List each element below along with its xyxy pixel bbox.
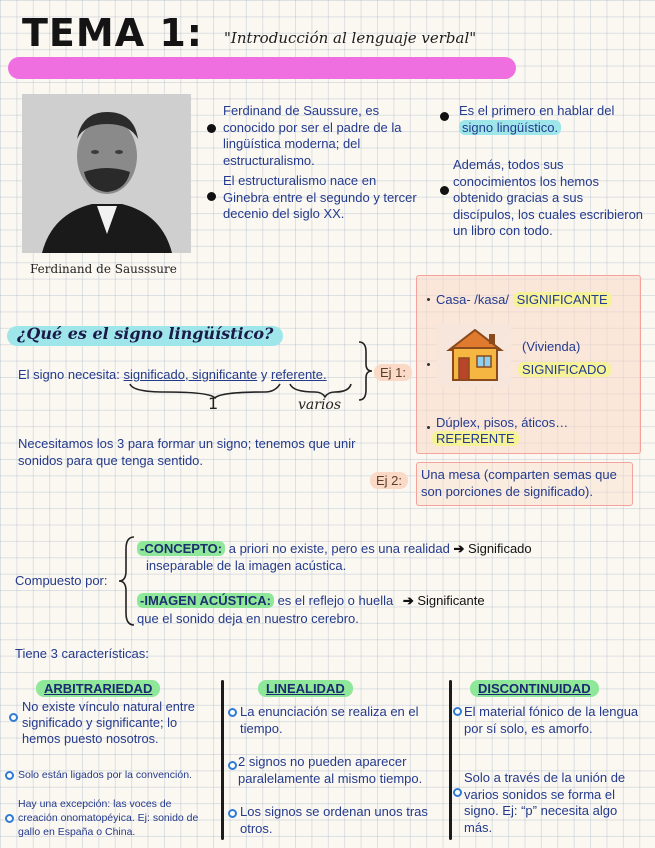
intro-text-3-main: Es el primero en hablar del — [459, 103, 615, 118]
intro-text-2: El estructuralismo nace en Ginebra entre el segundo y tercer decenio del siglo XX. — [223, 173, 417, 221]
page-subtitle: "Introducción al lenguaje verbal" — [224, 29, 477, 47]
need-three-text: Necesitamos los 3 para formar un signo; tenemos que unir sonidos para que tenga sentido. — [18, 436, 356, 468]
arb-item-2: Solo están ligados por la convención. — [18, 769, 192, 781]
circle-bullet-icon — [228, 809, 237, 818]
small-dot-icon — [427, 363, 430, 366]
referente-tag-text: REFERENTE — [432, 431, 519, 446]
lin-item-1: La enunciación se realiza en el tiempo. — [240, 704, 419, 736]
signo-highlight: signo lingüístico. — [459, 120, 561, 135]
title-arbitrariedad: ARBITRARIEDAD — [36, 680, 160, 697]
intro-text-1: Ferdinand de Saussure, es conocido por ser el padre de la lingüística moderna; del estructuralismo. — [223, 103, 402, 168]
significado-tag — [518, 362, 611, 379]
concepto-result: Significado — [468, 541, 532, 556]
needs-prefix: El signo necesita: — [18, 367, 120, 382]
bullet-icon — [207, 192, 216, 201]
note-varios: varios — [298, 397, 342, 413]
circle-bullet-icon — [9, 713, 18, 722]
example2-text: Una mesa (comparten semas que son porciones de significado). — [421, 467, 617, 499]
imagen-tag: -IMAGEN ACÚSTICA: — [137, 593, 274, 608]
house-icon — [435, 320, 515, 390]
ej2-label: Ej 2: — [370, 472, 408, 489]
concepto-text1: a priori no existe, pero es una realidad — [228, 541, 450, 556]
arb-item-3: Hay una excepción: las voces de creación onomatopéyica. Ej: sonido de gallo en España o China. — [18, 798, 199, 838]
arb-item-1: No existe vínculo natural entre significado y significante; lo hemos puesto nosotros. — [22, 699, 195, 746]
circle-bullet-icon — [453, 788, 462, 797]
column-divider — [449, 680, 452, 840]
note-one: 1 — [208, 394, 219, 413]
title-linealidad: LINEALIDAD — [258, 680, 353, 697]
small-dot-icon — [427, 298, 430, 301]
left-brace-icon — [116, 535, 138, 627]
bullet-icon — [440, 112, 449, 121]
significado-tag-text: SIGNIFICADO — [518, 362, 611, 377]
imagen-text1: es el reflejo o huella — [277, 593, 394, 608]
circle-bullet-icon — [5, 771, 14, 780]
small-dot-icon — [427, 426, 430, 429]
needs-items: significado, significante — [123, 367, 258, 382]
concepto-line1 — [137, 541, 532, 558]
bullet-icon — [440, 186, 449, 195]
composed-prefix: Compuesto por: — [15, 573, 108, 588]
arrow-right-icon: ➔ — [402, 593, 414, 608]
intro-text-3 — [459, 103, 649, 136]
significante-tag: SIGNIFICANTE — [513, 292, 612, 307]
circle-bullet-icon — [5, 814, 14, 823]
intro-text-4: Además, todos sus conocimientos los hemos obtenido gracias a sus discípulos, los cuales escribieron un libro con todo. — [453, 157, 644, 238]
referente-tag — [432, 431, 519, 448]
page-title: TEMA 1: — [22, 11, 203, 55]
ex1-line3: Dúplex, pisos, áticos… — [436, 415, 569, 430]
portrait-caption: Ferdinand de Sausssure — [30, 262, 177, 276]
concepto-tag: -CONCEPTO: — [137, 541, 225, 556]
needs-y: y — [260, 367, 268, 382]
section-heading-text: ¿Qué es el signo lingüístico? — [17, 324, 274, 343]
imagen-result: Significante — [417, 593, 485, 608]
concepto-line2: inseparable de la imagen acústica. — [146, 558, 347, 573]
arrow-right-icon: ➔ — [453, 541, 465, 556]
dis-item-2: Solo a través de la unión de varios sonidos se forma el signo. Ej: “p” necesita algo más. — [464, 770, 626, 835]
needs-ref: referente. — [270, 367, 327, 382]
ej1-label: Ej 1: — [374, 364, 412, 381]
title-discontinuidad: DISCONTINUIDAD — [470, 680, 599, 697]
vivienda-text: (Vivienda) — [522, 339, 581, 354]
ex1-line1 — [436, 292, 612, 309]
right-brace-icon — [356, 340, 376, 402]
circle-bullet-icon — [228, 761, 237, 770]
lin-item-2: 2 signos no pueden aparecer paralelamente al mismo tiempo. — [238, 754, 423, 786]
circle-bullet-icon — [453, 707, 462, 716]
pink-divider — [8, 57, 516, 79]
section-heading-signo — [7, 326, 283, 346]
portrait-icon — [22, 94, 191, 253]
ex1-line1-text: Casa- /kasa/ — [436, 292, 509, 307]
characteristics-intro: Tiene 3 características: — [15, 646, 149, 661]
column-divider — [221, 680, 224, 840]
imagen-line2: que el sonido deja en nuestro cerebro. — [137, 611, 359, 626]
lin-item-3: Los signos se ordenan unos tras otros. — [240, 804, 428, 836]
bullet-icon — [207, 124, 216, 133]
portrait-photo — [22, 94, 191, 253]
imagen-line1 — [137, 593, 485, 610]
circle-bullet-icon — [228, 708, 237, 717]
dis-item-1: El material fónico de la lengua por sí solo, es amorfo. — [464, 704, 639, 736]
